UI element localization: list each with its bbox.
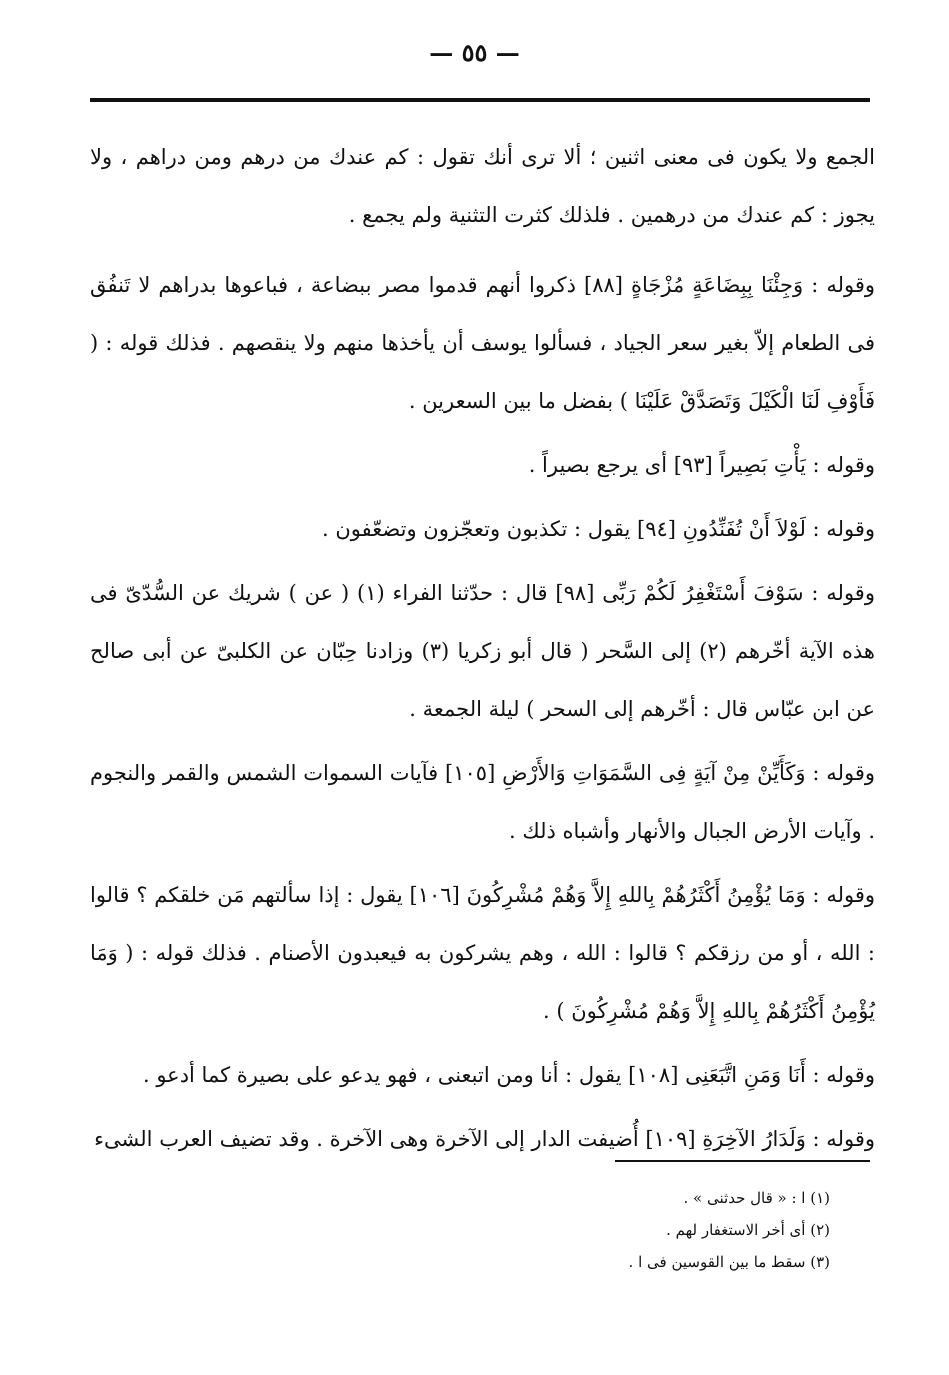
paragraph-9: وقوله : وَلَدَارُ الآخِرَةِ [١٠٩] أُضيفت الدار إلى الآخرة وهى الآخرة . وقد تضيف العرب الشىء	[94, 1127, 875, 1151]
paragraph-8: وقوله : أَنَا وَمَنِ اتَّبَعَنِى [١٠٨] يقول : أنا ومن اتبعنى ، فهو يدعو على بصيرة كما أدعو .	[142, 1063, 875, 1087]
paragraph-6: وقوله : وَكَأَيِّنْ مِنْ آيَةٍ فِى السَّمَوَاتِ وَالأَرْضِ [١٠٥] فآيات السموات الشمس والقمر والنجوم . وآيات الأرض الجبال والأنهار وأشباه ذلك .	[90, 761, 875, 843]
footnote-rule	[615, 1160, 870, 1162]
footnotes	[90, 1182, 830, 1278]
footnote-3: (٣) سقط ما بين القوسين فى ا .	[628, 1253, 830, 1271]
paragraph-5: وقوله : سَوْفَ أَسْتَغْفِرُ لَكُمْ رَبِّى [٩٨] قال : حدّثنا الفراء (١) ( عن ) شريك عن السُّدّىّ فى هذه الآية أخّرهم (٢) إلى السَّحر ( قال أبو زكريا (٣) وزادنا حِبّان عن الكلبىّ عن أبى صالح عن ابن عبّاس قال : أخّرهم إلى السحر ) ليلة الجمعة .	[90, 581, 876, 721]
page-number: — ٥٥ —	[429, 38, 520, 67]
paragraph-2: وقوله : وَجِئْنَا بِبِضَاعَةٍ مُزْجَاةٍ [٨٨] ذكروا أنهم قدموا مصر ببضاعة ، فباعوها بدراهم لا تَنفُق فى الطعام إلاّ بغير سعر الجياد ، فسألوا يوسف أن يأخذها منهم ولا ينقصهم . فذلك قوله : ( فَأَوْفِ لَنَا الْكَيْلَ وَتَصَدَّقْ عَلَيْنَا ) بفضل ما بين السعرين .	[90, 273, 876, 413]
footnote-2: (٢) أى أخر الاستغفار لهم .	[666, 1221, 830, 1239]
paragraph-7: وقوله : وَمَا يُؤْمِنُ أَكْثَرُهُمْ بِاللهِ إِلاَّ وَهُمْ مُشْرِكُونَ [١٠٦] يقول : إذا سألتهم مَن خلقكم ؟ قالوا : الله ، أو من رزقكم ؟ قالوا : الله ، وهم يشركون به فيعبدون الأصنام . فذلك قوله : ( وَمَا يُؤْمِنُ أَكْثَرُهُمْ بِاللهِ إِلاَّ وَهُمْ مُشْرِكُونَ ) .	[90, 883, 875, 1023]
main-text	[90, 128, 875, 1174]
paragraph-4: وقوله : لَوْلاَ أَنْ تُفَنِّدُونِ [٩٤] يقول : تكذبون وتعجّزون وتضعّفون .	[322, 517, 875, 541]
paragraph-3: وقوله : يَأْتِ بَصِيراً [٩٣] أى يرجع بصيراً .	[528, 453, 875, 477]
paragraph-1: الجمع ولا يكون فى معنى اثنين ؛ ألا ترى أنك تقول : كم عندك من درهم ومن دراهم ، ولا يجوز : كم عندك من درهمين . فلذلك كثرت التثنية ولم يجمع .	[90, 145, 875, 227]
header-rule	[90, 98, 870, 102]
footnote-1: (١) ا : « قال حدثنى » .	[683, 1189, 830, 1207]
